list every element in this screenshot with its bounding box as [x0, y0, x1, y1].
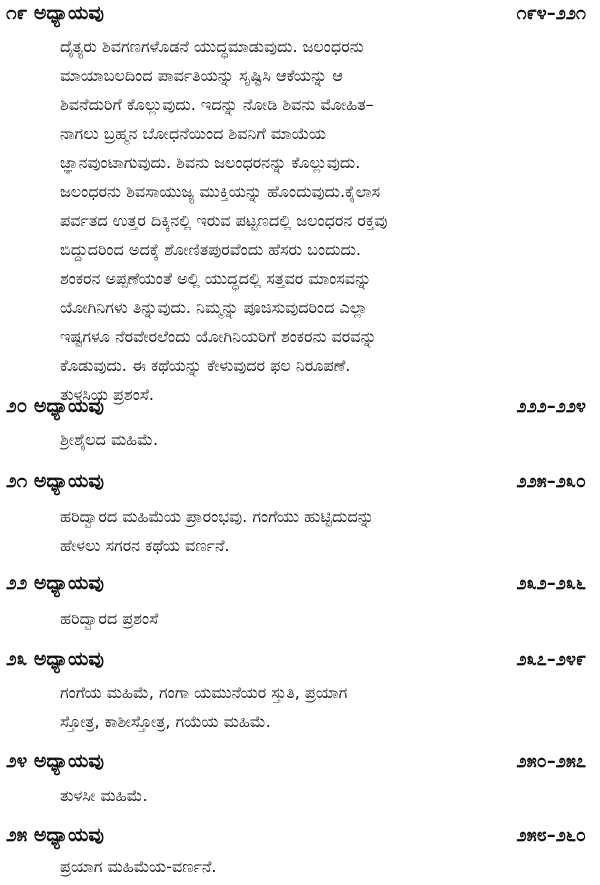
chapter-entry	[0, 395, 600, 449]
page-range: ೨೫೦–೨೫೭	[516, 751, 586, 772]
summary-line: ಇಷ್ಟಗಳೂ ನೆರವೇರಲೆಂದು ಯೋಗಿನಿಯರಿಗೆ ಶಂಕರನು ವರವನ್ನು	[60, 327, 377, 346]
summary-line: ತುಳಸೀ ಮಹಿಮೆ.	[60, 786, 148, 805]
chapter-entry	[0, 470, 600, 555]
chapter-summary	[60, 502, 588, 560]
chapter-heading	[0, 2, 600, 32]
summary-line: ಮಾಯಾಬಲದಿಂದ ಪಾರ್ವತಿಯನ್ನು ಸೃಷ್ಟಿಸಿ ಆಕೆಯನ್ನು ಆ	[60, 66, 343, 85]
chapter-title: ೧೯ ಅಧ್ಯಾಯವು	[6, 2, 104, 24]
summary-line: ಶ್ರೀಶೈಲದ ಮಹಿಮೆ.	[60, 430, 159, 449]
summary-line: ಗಂಗೆಯ ಮಹಿಮೆ, ಗಂಗಾ ಯಮುನೆಯರ ಸ್ತುತಿ, ಪ್ರಯಾಗ	[60, 683, 348, 702]
chapter-summary	[60, 32, 588, 409]
chapter-entry	[0, 2, 600, 404]
summary-line: ಹೇಳಲು ಸಗರನ ಕಥೆಯ ವರ್ಣನೆ.	[60, 536, 230, 555]
summary-line: ಪ್ರಯಾಗ ಮಹಿಮೆಯ-ವರ್ಣನೆ.	[60, 857, 217, 876]
chapter-title: ೨೦ ಅಧ್ಯಾಯವು	[6, 395, 104, 417]
chapter-entry	[0, 824, 600, 876]
chapter-entry	[0, 572, 600, 628]
chapter-title: ೨೨ ಅಧ್ಯಾಯವು	[6, 572, 104, 594]
chapter-title: ೨೩ ಅಧ್ಯಾಯವು	[6, 648, 104, 670]
chapter-summary	[60, 852, 588, 881]
summary-line: ನಾಗಲು ಬ್ರಹ್ಮನ ಬೋಧನೆಯಿಂದ ಶಿವನಿಗೆ ಮಾಯೆಯ	[60, 124, 327, 143]
summary-line: ಪರ್ವತದ ಉತ್ತರ ದಿಕ್ಕಿನಲ್ಲಿ ಇರುವ ಪಟ್ಟಣದಲ್ಲಿ ಜಲಂಧರನ ರಕ್ತವು	[60, 211, 388, 230]
page-range: ೨೨೨–೨೨೪	[516, 396, 586, 417]
summary-line: ಜಲಂಧರನು ಶಿವಸಾಯುಜ್ಯ ಮುಕ್ತಿಯನ್ನು ಹೊಂದುವುದು.ಕೈಲಾಸ	[60, 182, 381, 201]
chapter-entry	[0, 750, 600, 805]
chapter-heading	[0, 395, 600, 425]
chapter-entry	[0, 648, 600, 731]
chapter-heading	[0, 572, 600, 602]
summary-line: ಕೊಡುವುದು. ಈ ಕಥೆಯನ್ನು ಕೇಳುವುದರ ಫಲ ನಿರೂಪಣೆ.	[60, 356, 351, 375]
page-range: ೨೨೫–೨೩೦	[516, 471, 586, 492]
summary-line: ಬಿದ್ದುದರಿಂದ ಅದಕ್ಕೆ ಶೋಣಿತಪುರವೆಂದು ಹೆಸರು ಬಂದುದು.	[60, 240, 361, 259]
summary-line: ಹರಿದ್ವಾರದ ಪ್ರಶಂಸೆ	[60, 609, 159, 628]
summary-line: ದೈತ್ಯರು ಶಿವಗಣಗಳೊಡನೆ ಯುದ್ಧಮಾಡುವುದು. ಜಲಂಧರನು	[60, 37, 364, 56]
chapter-summary	[60, 678, 588, 736]
summary-line: ಶಿವನೆದುರಿಗೆ ಕೊಲ್ಲುವುದು. ಇದನ್ನು ನೋಡಿ ಶಿವನು ಮೋಹಿತ–	[60, 95, 374, 114]
chapter-title: ೨೧ ಅಧ್ಯಾಯವು	[6, 470, 104, 492]
summary-line: ಸ್ತೋತ್ರ, ಕಾಶೀಸ್ತೋತ್ರ, ಗಯೆಯ ಮಹಿಮೆ.	[60, 712, 271, 731]
summary-line: ಯೋಗಿನಿಗಳು ತಿನ್ನುವುದು. ನಿಮ್ಮನ್ನು ಪೂಜಿಸುವುದರಿಂದ ಎಲ್ಲಾ	[60, 298, 368, 317]
page-range: ೨೫೮–೨೬೦	[516, 825, 586, 846]
page-range: ೨೩೨–೨೩೬	[516, 573, 586, 594]
chapter-heading	[0, 470, 600, 500]
chapter-summary	[60, 781, 588, 810]
chapter-summary	[60, 604, 588, 633]
chapter-heading	[0, 648, 600, 678]
chapter-heading	[0, 750, 600, 780]
summary-line: ಹರಿದ್ವಾರದ ಮಹಿಮೆಯ ಪ್ರಾರಂಭವು. ಗಂಗೆಯು ಹುಟ್ಟಿದುದನ್ನು	[60, 507, 374, 526]
page-range: ೧೯೪–೨೨೧	[516, 3, 586, 24]
summary-line: ಜ್ಞಾನವುಂಟಾಗುವುದು. ಶಿವನು ಜಲಂಧರನನ್ನು ಕೊಲ್ಲುವುದು.	[60, 153, 361, 172]
summary-line: ತುಳಸಿಯ ಪ್ರಶಂಸೆ.	[60, 385, 155, 404]
chapter-title: ೨೫ ಅಧ್ಯಾಯವು	[6, 824, 104, 846]
chapter-heading	[0, 824, 600, 854]
chapter-title: ೨೪ ಅಧ್ಯಾಯವು	[6, 750, 104, 772]
page-range: ೨೩೭–೨೪೯	[516, 649, 586, 670]
chapter-summary	[60, 425, 588, 454]
summary-line: ಶಂಕರನ ಅಪ್ಪಣೆಯಂತೆ ಅಲ್ಲಿ ಯುದ್ಧದಲ್ಲಿ ಸತ್ತವರ ಮಾಂಸವನ್ನು	[60, 269, 372, 288]
